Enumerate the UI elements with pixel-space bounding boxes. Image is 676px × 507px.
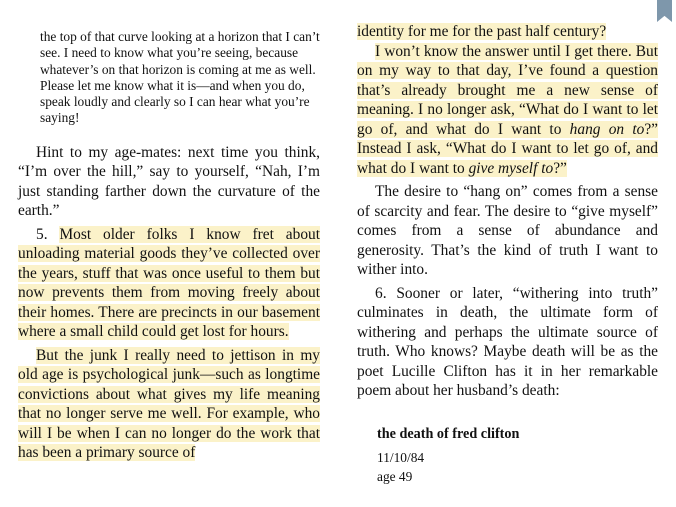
text-run: I won’t know the answer until I get there. But on my way to that day, I’ve found a question that’s already brought me a new sense of meaning. I no longer ask, “What do I want to let go of, and what do I want to [357, 42, 658, 138]
paragraph-desire: The desire to “hang on” comes from a sense of scarcity and fear. The desire to “give myself” comes from a sense of abundance and generosity. That’s the kind of truth I want to wither into. [357, 183, 658, 278]
poem-age: age 49 [377, 468, 413, 484]
text-run: ?” Instead I ask, “What do I want to let go of, and what do I want to [357, 120, 659, 177]
left-page-column [18, 22, 320, 463]
emphasis-text: hang on to [569, 120, 645, 138]
highlighted-text[interactable]: identity for me for the past half century? [357, 23, 607, 40]
paragraph-item-5[interactable] [18, 225, 320, 342]
item-number: 5. [36, 225, 60, 243]
highlighted-text[interactable] [357, 43, 658, 177]
poem-title: the death of fred clifton [377, 425, 520, 442]
bookmark-icon[interactable] [657, 0, 672, 22]
emphasis-text: give myself to [468, 159, 554, 177]
paragraph-item-6: 6. Sooner or later, “withering into truth” culminates in death, the ultimate form of withering and perhaps the ultimate source of truth. Who knows? Maybe death will be as the poet Lucille Clifton has it in her remarkable poem about her husband’s death: [357, 284, 658, 399]
paragraph-junk[interactable] [18, 346, 320, 463]
paragraph-question[interactable] [357, 42, 658, 179]
paragraph-hint: Hint to my age-mates: next time you think, “I’m over the hill,” say to yourself, “Nah, I’m just standing farther down the curvature of the earth.” [18, 143, 320, 220]
highlighted-text[interactable]: But the junk I really need to jettison in my old age is psychological junk—such as longtime convictions about what gives my life meaning that no longer serve me well. For example, who will I be when I can no longer do the work that has been a primary source of [18, 346, 320, 462]
poem-date: 11/10/84 [377, 449, 425, 465]
block-quote: the top of that curve looking at a horizon that I can’t see. I need to know what you’re seeing, because whatever’s on that horizon is coming at me as well. Please let me know what it is—and when you do, speak loudly and clearly so I can hear what you’re saying! [40, 29, 320, 126]
highlighted-text[interactable]: Most older folks I know fret about unloading material goods they’ve collected over the years, stuff that was once useful to them but now prevents them from moving freely about their homes. There are precincts in our basement where a small child could get lost for hours. [18, 225, 321, 341]
paragraph-continuation[interactable] [357, 22, 658, 42]
text-run: ?” [553, 159, 567, 177]
right-page-column [357, 22, 658, 485]
